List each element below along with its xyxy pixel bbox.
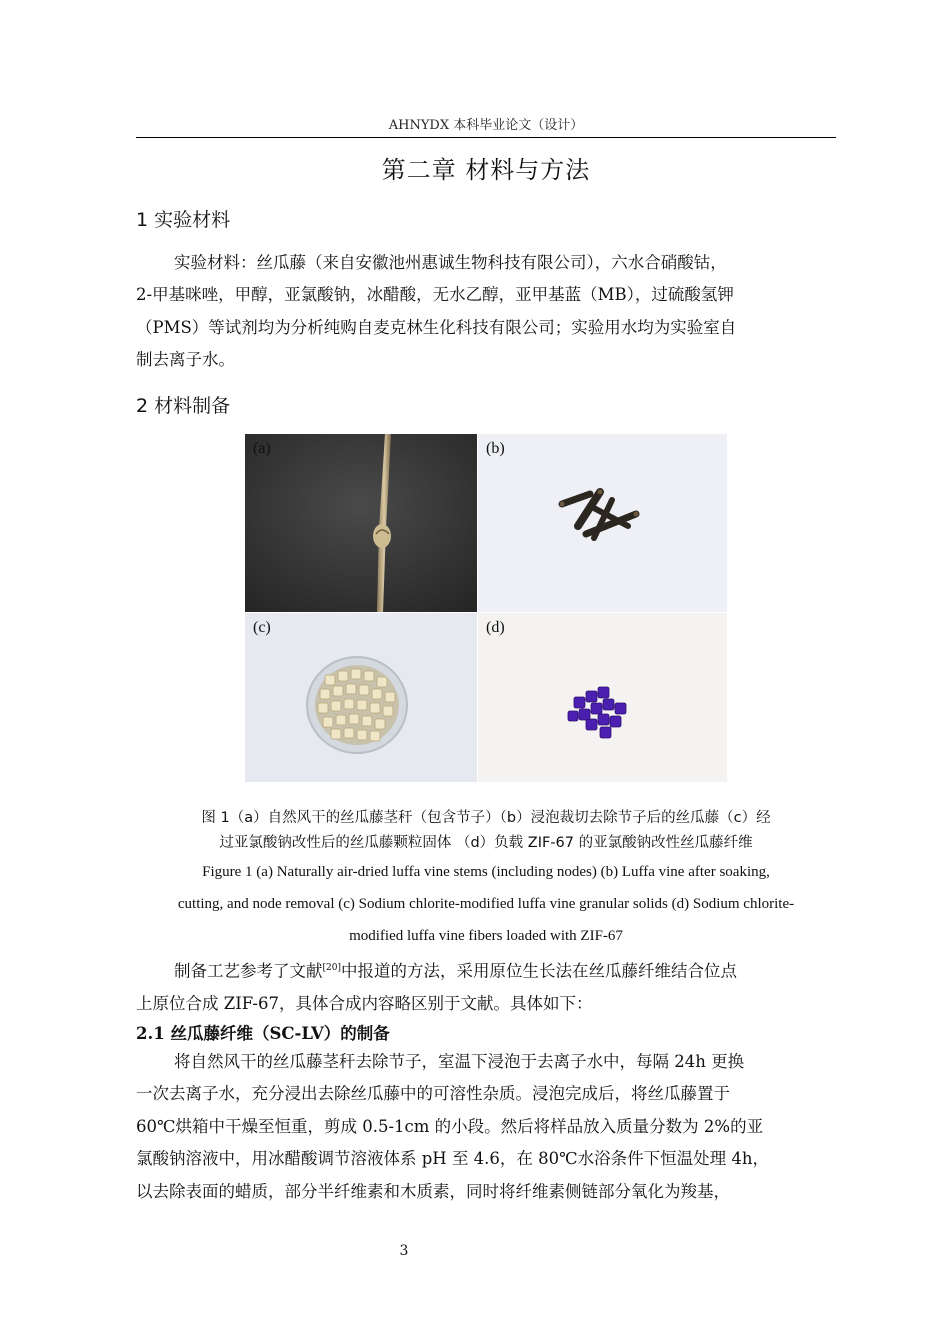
panel-label-b: (b) xyxy=(486,440,505,457)
figure-panel-a xyxy=(245,434,477,612)
text-run: 中报道的方法，采用原位生长法在丝瓜藤纤维结合位点 xyxy=(340,961,737,981)
paragraph-preparation-intro xyxy=(136,952,836,1020)
paragraph-sclv-preparation xyxy=(136,1046,836,1208)
running-header: AHNYDX 本科毕业论文（设计） xyxy=(388,118,584,133)
figure-caption-en xyxy=(136,856,836,952)
paragraph-line: （PMS）等试剂均为分析纯购自麦克林生化科技有限公司；实验用水均为实验室自 xyxy=(136,317,737,337)
header-rule xyxy=(136,137,836,138)
caption-en-line: cutting, and node removal (c) Sodium chlorite-modified luffa vine granular solids (d) Sodium chlorite- xyxy=(177,896,795,912)
paragraph-line xyxy=(136,952,836,988)
caption-zh-line: 过亚氯酸钠改性后的丝瓜藤颗粒固体 （d）负载 ZIF-67 的亚氯酸钠改性丝瓜藤纤维 xyxy=(219,835,753,851)
caption-zh-line: 图 1（a）自然风干的丝瓜藤茎秆（包含节子）（b）浸泡裁切去除节子后的丝瓜藤（c）经 xyxy=(201,810,771,826)
paragraph-line: 以去除表面的蜡质，部分半纤维素和木质素，同时将纤维素侧链部分氧化为羧基， xyxy=(136,1181,730,1201)
paragraph-line: 一次去离子水，充分浸出去除丝瓜藤中的可溶性杂质。浸泡完成后，将丝瓜藤置于 xyxy=(136,1084,730,1104)
photo-zif67-loaded-fibers xyxy=(478,613,727,782)
figure-caption-zh xyxy=(136,806,836,856)
text-run: 制备工艺参考了文献 xyxy=(174,961,323,981)
paragraph-line: 实验材料：丝瓜藤（来自安徽池州惠诚生物科技有限公司），六水合硝酸钴， xyxy=(174,253,727,272)
figure-1 xyxy=(245,434,727,782)
paragraph-materials xyxy=(136,247,836,377)
paragraph-line: 60℃烘箱中干燥至恒重，剪成 0.5-1cm 的小段。然后将样品放入质量分数为 2%的亚 xyxy=(136,1116,764,1136)
subsection-heading: 2.1 丝瓜藤纤维（SC-LV）的制备 xyxy=(136,1024,390,1043)
figure-panel-d xyxy=(478,613,727,782)
photo-cut-luffa-pieces xyxy=(478,434,727,612)
page-number: 3 xyxy=(399,1243,409,1259)
paragraph-line: 将自然风干的丝瓜藤茎秆去除节子，室温下浸泡于去离子水中，每隔 24h 更换 xyxy=(174,1052,745,1071)
photo-luffa-stem xyxy=(245,434,477,612)
caption-en-line: modified luffa vine fibers loaded with ZIF-67 xyxy=(349,928,623,944)
section-heading-preparation: 2 材料制备 xyxy=(136,395,231,417)
paragraph-line: 氯酸钠溶液中，用冰醋酸调节溶液体系 pH 至 4.6，在 80℃水浴条件下恒温处理 4h， xyxy=(136,1149,769,1169)
figure-panel-b xyxy=(478,434,727,612)
paragraph-line: 上原位合成 ZIF-67，具体合成内容略区别于文献。具体如下： xyxy=(136,993,593,1013)
panel-label-c: (c) xyxy=(253,619,271,636)
citation-ref: [20] xyxy=(322,963,341,973)
panel-label-d: (d) xyxy=(486,619,505,636)
photo-modified-luffa-granules xyxy=(245,613,477,782)
section-heading-materials: 1 实验材料 xyxy=(136,209,231,231)
caption-en-line: Figure 1 (a) Naturally air-dried luffa vine stems (including nodes) (b) Luffa vine after soaking, xyxy=(202,864,770,880)
panel-label-a: (a) xyxy=(253,440,271,457)
chapter-title: 第二章 材料与方法 xyxy=(381,156,591,184)
figure-panel-c xyxy=(245,613,477,782)
paragraph-line: 2-甲基咪唑，甲醇，亚氯酸钠，冰醋酸，无水乙醇，亚甲基蓝（MB），过硫酸氢钾 xyxy=(136,285,734,305)
paragraph-line: 制去离子水。 xyxy=(136,350,235,370)
